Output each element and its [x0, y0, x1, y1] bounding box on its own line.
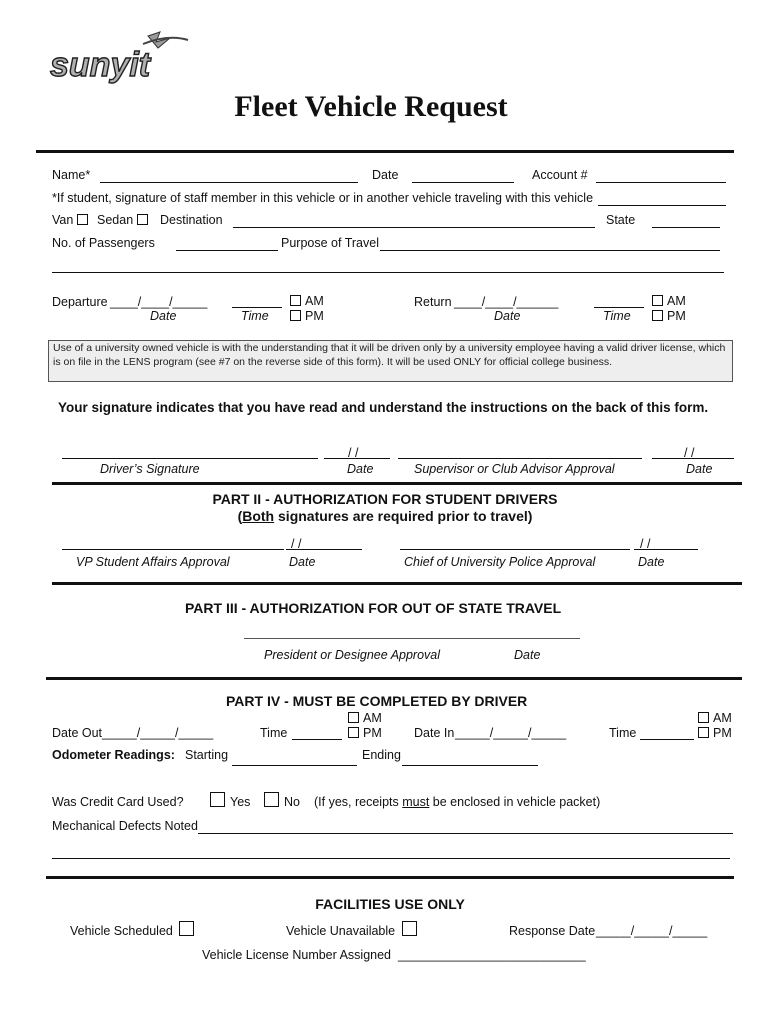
- paren: ): [527, 508, 533, 524]
- account-field[interactable]: [596, 182, 726, 183]
- chief-date-slashes: / /: [640, 537, 651, 551]
- am-label: AM: [363, 711, 382, 725]
- return-pm-option[interactable]: [652, 309, 686, 323]
- destination-field[interactable]: [233, 227, 595, 228]
- vehicle-unavailable-label: Vehicle Unavailable: [286, 924, 396, 938]
- vehicle-scheduled-label: Vehicle Scheduled: [70, 924, 173, 938]
- receipts-text: be enclosed in vehicle packet): [429, 795, 601, 809]
- state-label: State: [606, 213, 636, 227]
- receipts-note: [314, 795, 600, 809]
- supervisor-date-slashes: / /: [684, 446, 695, 460]
- driver-date-caption: Date: [347, 462, 374, 476]
- out-pm-checkbox[interactable]: [348, 727, 359, 738]
- odometer-ending-label: Ending: [362, 748, 401, 762]
- logo-text: sunyit: [50, 46, 151, 84]
- in-am-checkbox[interactable]: [698, 712, 709, 723]
- sedan-checkbox[interactable]: [137, 214, 148, 225]
- no-label: No: [284, 795, 300, 809]
- part4-heading: PART IV - MUST BE COMPLETED BY DRIVER: [226, 693, 528, 709]
- defects-field-line2[interactable]: [52, 858, 730, 859]
- supervisor-date-caption: Date: [686, 462, 713, 476]
- license-field[interactable]: ___________________________: [398, 948, 586, 962]
- time-out-label: Time: [260, 726, 288, 740]
- pm-label: PM: [363, 726, 382, 740]
- supervisor-caption: Supervisor or Club Advisor Approval: [414, 462, 615, 476]
- defects-label: Mechanical Defects Noted: [52, 819, 198, 833]
- return-label: Return: [414, 295, 452, 309]
- odometer-starting-label: Starting: [185, 748, 229, 762]
- chief-caption: Chief of University Police Approval: [404, 555, 596, 569]
- out-pm-option[interactable]: [348, 726, 382, 740]
- return-date-blanks[interactable]: ____/____/______: [454, 295, 559, 309]
- date-field[interactable]: [412, 182, 514, 183]
- pm-label: PM: [305, 309, 324, 323]
- staff-signature-field[interactable]: [598, 205, 726, 206]
- pm-label: PM: [667, 309, 686, 323]
- departure-date-blanks[interactable]: ____/____/_____: [110, 295, 208, 309]
- divider: [52, 582, 742, 585]
- supervisor-date-field[interactable]: [652, 458, 734, 459]
- return-pm-checkbox[interactable]: [652, 310, 663, 321]
- signature-note: Your signature indicates that you have read and understand the instructions on the back of this form.: [58, 400, 709, 415]
- president-signature-field[interactable]: [244, 638, 580, 639]
- vp-date-slashes: / /: [291, 537, 302, 551]
- student-note: *If student, signature of staff member in this vehicle or in another vehicle traveling with this vehicle: [52, 191, 594, 205]
- pm-label: PM: [713, 726, 732, 740]
- in-pm-option[interactable]: [698, 726, 732, 740]
- response-date-blanks[interactable]: _____/_____/_____: [596, 924, 708, 938]
- out-am-option[interactable]: [348, 711, 382, 725]
- purpose-label: Purpose of Travel: [281, 236, 379, 250]
- departure-label: Departure: [52, 295, 108, 309]
- divider: [52, 482, 742, 485]
- vp-caption: VP Student Affairs Approval: [76, 555, 230, 569]
- time-in-label: Time: [609, 726, 637, 740]
- must-emphasis: must: [402, 795, 430, 809]
- departure-am-checkbox[interactable]: [290, 295, 301, 306]
- part2-heading: PART II - AUTHORIZATION FOR STUDENT DRIVERS: [212, 491, 558, 507]
- departure-date-caption: Date: [150, 309, 177, 323]
- sunyit-logo: [48, 30, 193, 90]
- license-label: Vehicle License Number Assigned: [202, 948, 392, 962]
- purpose-field[interactable]: [380, 250, 720, 251]
- chief-date-field[interactable]: [634, 549, 698, 550]
- part2-subheading: [0, 508, 770, 524]
- chief-date-caption: Date: [638, 555, 665, 569]
- return-time-caption: Time: [603, 309, 631, 323]
- account-label: Account #: [532, 168, 588, 182]
- van-option[interactable]: [52, 213, 92, 227]
- van-checkbox[interactable]: [77, 214, 88, 225]
- passengers-field[interactable]: [176, 250, 278, 251]
- departure-time-caption: Time: [241, 309, 269, 323]
- vehicle-unavailable-checkbox[interactable]: [402, 921, 417, 936]
- divider: [46, 876, 734, 879]
- vp-date-field[interactable]: [286, 549, 362, 550]
- date-out-label: Date Out: [52, 726, 103, 740]
- state-field[interactable]: [652, 227, 720, 228]
- divider: [46, 677, 742, 680]
- yes-label: Yes: [230, 795, 251, 809]
- driver-date-slashes: / /: [348, 446, 359, 460]
- credit-card-no-checkbox[interactable]: [264, 792, 279, 807]
- am-label: AM: [713, 711, 732, 725]
- date-in-blanks[interactable]: _____/_____/_____: [455, 726, 567, 740]
- time-out-field[interactable]: [292, 739, 342, 740]
- response-date-label: Response Date: [509, 924, 596, 938]
- page-title: Fleet Vehicle Request: [234, 90, 508, 123]
- president-date-caption: Date: [514, 648, 541, 662]
- driver-date-field[interactable]: [324, 458, 390, 459]
- odometer-ending-field[interactable]: [402, 765, 538, 766]
- date-label: Date: [372, 168, 399, 182]
- in-am-option[interactable]: [698, 711, 732, 725]
- departure-am-option[interactable]: [290, 294, 324, 308]
- president-caption: President or Designee Approval: [264, 648, 441, 662]
- sedan-option[interactable]: [97, 213, 152, 227]
- chief-signature-field[interactable]: [400, 549, 630, 550]
- both-emphasis: Both: [242, 508, 275, 524]
- am-label: AM: [305, 294, 324, 308]
- out-am-checkbox[interactable]: [348, 712, 359, 723]
- am-label: AM: [667, 294, 686, 308]
- odometer-label: Odometer Readings:: [52, 748, 175, 762]
- date-out-blanks[interactable]: _____/_____/_____: [102, 726, 214, 740]
- departure-pm-checkbox[interactable]: [290, 310, 301, 321]
- credit-card-label: Was Credit Card Used?: [52, 795, 184, 809]
- destination-label: Destination: [160, 213, 223, 227]
- part2-sub-text: signatures are required prior to travel: [274, 508, 528, 524]
- divider: [36, 150, 734, 153]
- time-in-field[interactable]: [640, 739, 694, 740]
- return-am-checkbox[interactable]: [652, 295, 663, 306]
- drivers-signature-caption: Driver’s Signature: [100, 462, 200, 476]
- in-pm-checkbox[interactable]: [698, 727, 709, 738]
- usage-notice: Use of a university owned vehicle is with the understanding that it will be driven only by a university employee having a valid driver license, which is on file in the LENS program (see #7 on the reverse side of this form). It will be used ONLY for official college business.: [48, 340, 733, 382]
- departure-pm-option[interactable]: [290, 309, 324, 323]
- vp-signature-field[interactable]: [62, 549, 284, 550]
- part3-heading: PART III - AUTHORIZATION FOR OUT OF STATE TRAVEL: [185, 600, 562, 616]
- date-in-label: Date In: [414, 726, 455, 740]
- return-time-field[interactable]: [594, 307, 644, 308]
- name-label: Name*: [52, 168, 91, 182]
- return-am-option[interactable]: [652, 294, 686, 308]
- drivers-signature-field[interactable]: [62, 458, 318, 459]
- vehicle-scheduled-checkbox[interactable]: [179, 921, 194, 936]
- sedan-label: Sedan: [97, 213, 134, 227]
- receipts-text: (If yes, receipts: [314, 795, 403, 809]
- purpose-field-line2[interactable]: [52, 272, 724, 273]
- facilities-heading: FACILITIES USE ONLY: [315, 896, 465, 912]
- van-label: Van: [52, 213, 74, 227]
- defects-field[interactable]: [198, 833, 733, 834]
- name-field[interactable]: [100, 182, 358, 183]
- paren: (: [237, 508, 243, 524]
- passengers-label: No. of Passengers: [52, 236, 155, 250]
- supervisor-signature-field[interactable]: [398, 458, 642, 459]
- departure-time-field[interactable]: [232, 307, 282, 308]
- credit-card-yes-checkbox[interactable]: [210, 792, 225, 807]
- vp-date-caption: Date: [289, 555, 316, 569]
- odometer-starting-field[interactable]: [232, 765, 357, 766]
- return-date-caption: Date: [494, 309, 521, 323]
